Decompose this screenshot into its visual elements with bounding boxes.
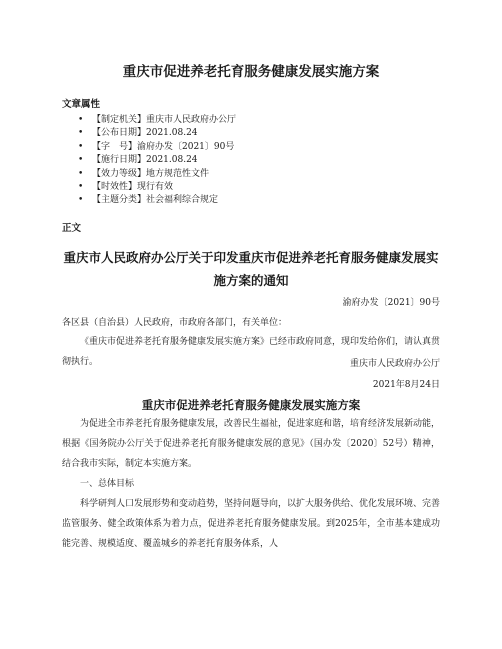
attribute-item: • 【时效性】现行有效 bbox=[78, 181, 236, 194]
document-number: 渝府办发〔2021〕90号 bbox=[342, 298, 440, 308]
section-heading: 一、总体目标 bbox=[80, 479, 135, 489]
attribute-item: • 【主题分类】社会福利综合规定 bbox=[78, 194, 236, 207]
plan-intro: 为促进全市养老托育服务健康发展，改善民生福祉，促进家庭和谐，培育经济发展新动能，根据《国务院办公厅关于促进养老托育服务健康发展的意见》（国办发〔2020〕52号）精神，结合我市实际，制定本实施方案。 bbox=[62, 419, 441, 470]
document-title: 重庆市促进养老托育服务健康发展实施方案 bbox=[122, 64, 380, 80]
attributes-list bbox=[78, 114, 236, 208]
attribute-item: • 【效力等级】地方规范性文件 bbox=[78, 168, 236, 181]
issue-date: 2021年8月24日 bbox=[372, 380, 440, 390]
attribute-item: • 【公布日期】2021.08.24 bbox=[78, 127, 236, 140]
attribute-item: • 【制定机关】重庆市人民政府办公厅 bbox=[78, 114, 236, 127]
attribute-item: • 【施行日期】2021.08.24 bbox=[78, 154, 236, 167]
notice-body: 《重庆市促进养老托育服务健康发展实施方案》已经市政府同意，现印发给你们，请认真贯彻执行。 bbox=[62, 337, 441, 368]
salutation: 各区县（自治县）人民政府，市政府各部门，有关单位： bbox=[62, 318, 288, 328]
body-heading: 正文 bbox=[62, 223, 82, 234]
attribute-item: • 【字 号】渝府办发〔2021〕90号 bbox=[78, 141, 236, 154]
issuer: 重庆市人民政府办公厅 bbox=[349, 359, 440, 369]
plan-title: 重庆市促进养老托育服务健康发展实施方案 bbox=[141, 398, 361, 412]
notice-title: 重庆市人民政府办公厅关于印发重庆市促进养老托育服务健康发展实施方案的通知 bbox=[63, 250, 439, 288]
section-body: 科学研判人口发展形势和变动趋势，坚持问题导向，以扩大服务供给、优化发展环境、完善监管服务、健全政策体系为着力点，促进养老托育服务健康发展。到2025年，全市基本建成功能完善、规模适度、覆盖城乡的养老托育服务体系，人 bbox=[62, 499, 441, 550]
attributes-heading: 文章属性 bbox=[62, 99, 101, 110]
